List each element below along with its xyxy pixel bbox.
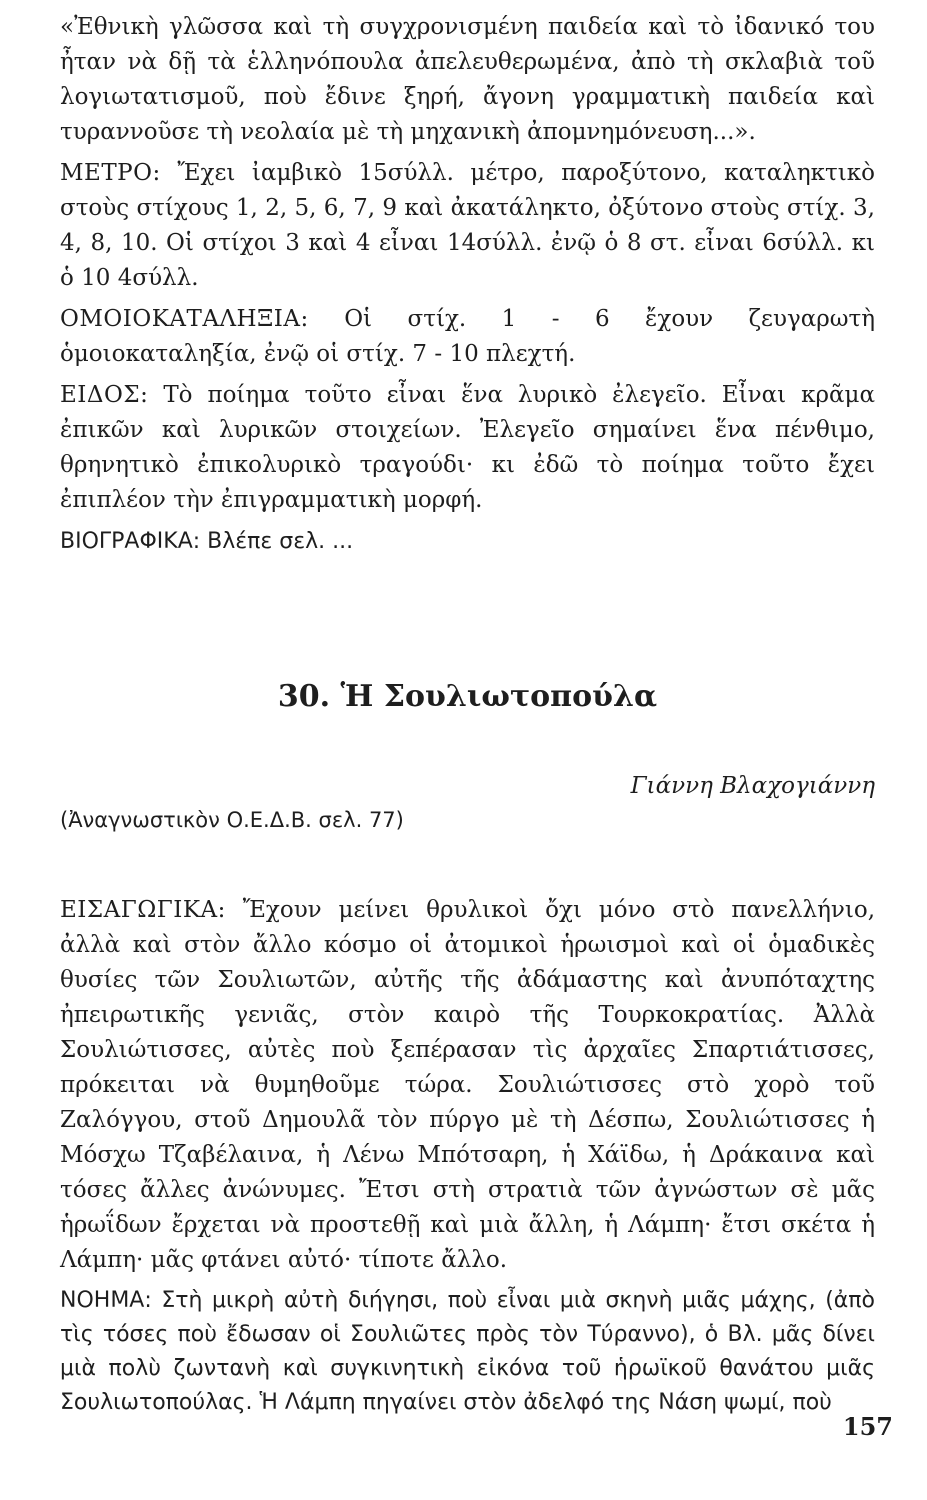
noima-paragraph: [60, 1284, 875, 1420]
biografika-label: ΒΙΟΓΡΑΦΙΚΑ:: [60, 529, 201, 554]
metro-label: ΜΕΤΡΟ:: [60, 160, 161, 186]
metro-paragraph: [60, 156, 875, 296]
eisagogika-text: Ἔχουν μείνει θρυλικοὶ ὄχι μόνο στὸ πανελλήνιο, ἀλλὰ καὶ στὸν ἄλλο κόσμο οἱ ἀτομικοὶ ἡρωισμοὶ καὶ οἱ ὁμαδικὲς θυσίες τῶν Σουλιωτῶν, αὐτῆς τῆς ἀδάμαστης καὶ ἀνυπόταχτης ἠπειρωτικῆς γενιᾶς, στὸν καιρὸ τῆς Τουρκοκρατίας. Ἀλλὰ Σουλιώτισσες, αὐτὲς ποὺ ξεπέρασαν τὶς ἀρχαῖες Σπαρτιάτισσες, πρόκειται νὰ θυμηθοῦμε τώρα. Σουλιώτισσες στὸ χορὸ τοῦ Ζαλόγγου, στοῦ Δημουλᾶ τὸν πύργο μὲ τὴ Δέσπω, Σουλιώτισσες ἡ Μόσχω Τζαβέλαινα, ἡ Λένω Μπότσαρη, ἡ Χάϊδω, ἡ Δράκαινα καὶ τόσες ἄλλες ἀνώνυμες. Ἔτσι στὴ στρατιὰ τῶν ἀγνώστων σὲ μᾶς ἡρωΐδων ἔρχεται νὰ προστεθῇ καὶ μιὰ ἄλλη, ἡ Λάμπη· ἔτσι σκέτα ἡ Λάμπη· μᾶς φτάνει αὐτό· τίποτε ἄλλο.: [60, 897, 876, 1273]
metro-text: Ἔχει ἰαμβικὸ 15σύλλ. μέτρο, παροξύτονο, καταληκτικὸ στοὺς στίχους 1, 2, 5, 6, 7, 9 καὶ ἀκατάληκτο, ὀξύτονο στοὺς στίχ. 3, 4, 8, 10. Οἱ στίχοι 3 καὶ 4 εἶναι 14σύλλ. ἐνῷ ὁ 8 στ. εἶναι 6σύλλ. κι ὁ 10 4σύλλ.: [60, 160, 876, 291]
omoiokataliksia-paragraph: [60, 302, 875, 372]
author-name: Γιάννη Βλαχογιάννη: [630, 773, 875, 799]
noima-label: ΝΟΗΜΑ:: [60, 1288, 152, 1313]
page-number: 157: [842, 1412, 893, 1441]
omoiokataliksia-text: Οἱ στίχ. 1 - 6 ἔχουν ζευγαρωτὴ ὁμοιοκαταληξία, ἐνῷ οἱ στίχ. 7 - 10 πλεχτή.: [60, 306, 876, 367]
omoiokataliksia-label: ΟΜΟΙΟΚΑΤΑΛΗΞΙΑ:: [60, 306, 309, 332]
eisagogika-paragraph: [60, 893, 875, 1278]
eidos-paragraph: [60, 378, 875, 518]
source-citation: (Ἀναγνωστικὸν Ο.Ε.Δ.Β. σελ. 77): [60, 808, 404, 832]
eisagogika-label: ΕΙΣΑΓΩΓΙΚΑ:: [60, 897, 226, 923]
section-title: 30. Ἡ Σουλιωτοπούλα: [277, 679, 658, 714]
eidos-label: ΕΙΔΟΣ:: [60, 382, 149, 408]
noima-text: Στὴ μικρὴ αὐτὴ διήγησι, ποὺ εἶναι μιὰ σκηνὴ μιᾶς μάχης, (ἀπὸ τὶς τόσες ποὺ ἔδωσαν οἱ Σουλιῶτες πρὸς τὸν Τύραννο), ὁ Βλ. μᾶς δίνει μιὰ πολὺ ζωντανὴ καὶ συγκινητικὴ εἰκόνα τοῦ ἡρωϊκοῦ θανάτου μιᾶς Σουλιωτοπούλας. Ἡ Λάμπη πηγαίνει στὸν ἀδελφό της Νάση ψωμί, ποὺ: [60, 1288, 875, 1415]
opening-quote: «Ἐθνικὴ γλῶσσα καὶ τὴ συγχρονισμένη παιδεία καὶ τὸ ἰδανικό του ἦταν νὰ δῇ τὰ ἑλληνόπουλα ἀπελευθερωμένα, ἀπὸ τὴ σκλαβιὰ τοῦ λογιωτατισμοῦ, ποὺ ἔδινε ξηρή, ἄγονη γραμματικὴ παιδεία καὶ τυραννοῦσε τὴ νεολαία μὲ τὴ μηχανικὴ ἀπομνημόνευση...».: [60, 14, 875, 145]
eidos-text: Τὸ ποίημα τοῦτο εἶναι ἕνα λυρικὸ ἐλεγεῖο. Εἶναι κρᾶμα ἐπικῶν καὶ λυρικῶν στοιχείων. Ἐλεγεῖο σημαίνει ἕνα πένθιμο, θρηνητικὸ ἐπικολυρικὸ τραγούδι· κι ἐδῶ τὸ ποίημα τοῦτο ἔχει ἐπιπλέον τὴν ἐπιγραμματικὴ μορφή.: [60, 382, 875, 513]
biografika-paragraph: [60, 524, 875, 559]
biografika-text: Βλέπε σελ. ...: [207, 529, 354, 554]
